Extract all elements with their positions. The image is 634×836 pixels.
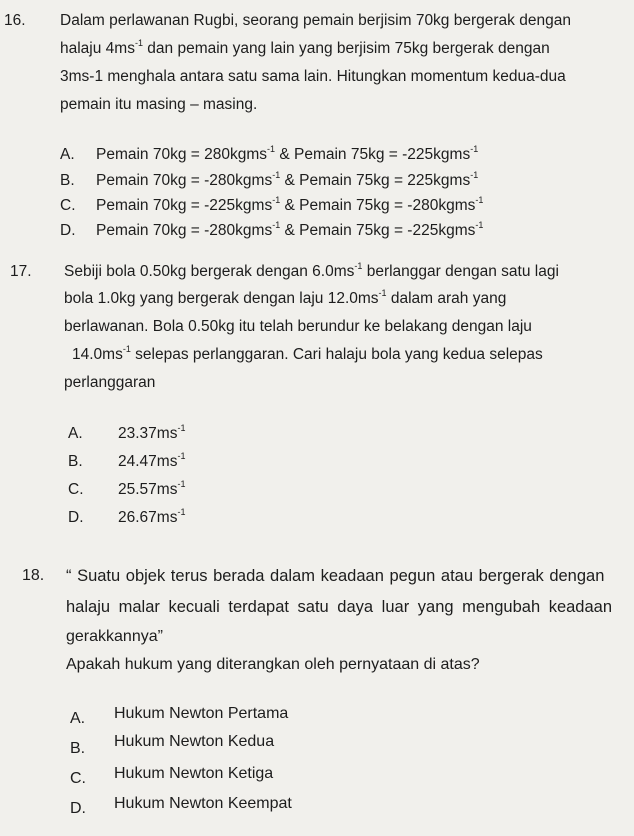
q16-option-c-letter: C. (60, 197, 76, 214)
q18-option-a: Hukum Newton Pertama (114, 705, 289, 722)
q18-option-b-letter: B. (70, 740, 86, 757)
q17-option-d: $26.67ms^{-1}$ (118, 507, 186, 526)
q18-option-c-letter: C. (70, 770, 86, 787)
q16-line-3: 3ms-1 menghala antara satu sama lain. Hitungkan momentum kedua-dua (60, 68, 566, 85)
q17-line-5: perlanggaran (64, 374, 156, 391)
q16-line-4: pemain itu masing – masing. (60, 96, 258, 113)
q17-line-3: berlawanan. Bola 0.50kg itu telah berundur ke belakang dengan laju (64, 318, 532, 335)
q17-number: 17. (10, 263, 32, 280)
q16-option-c: Pemain 70kg = -225kgms$^{-1}$ & Pemain 75kg = -280kgms$^{-1}$ (96, 195, 484, 214)
q17-option-a-letter: A. (68, 425, 83, 442)
q18-line-2: halaju malar kecuali terdapat satu daya luar yang mengubah keadaan (66, 598, 613, 616)
q17-option-c-letter: C. (68, 481, 84, 498)
q17-option-a: $23.37ms^{-1}$ (118, 423, 186, 442)
q18-number: 18. (22, 567, 45, 584)
q18-option-a-letter: A. (70, 710, 86, 727)
q16-option-b-letter: B. (60, 172, 75, 189)
q18-option-d: Hukum Newton Keempat (114, 795, 292, 812)
q17-option-d-letter: D. (68, 509, 84, 526)
q17-line-2: bola 1.0kg yang bergerak dengan laju $12.0ms^{-1}$ dalam arah yang (64, 288, 507, 307)
q17-option-b-letter: B. (68, 453, 83, 470)
q16-option-a: Pemain 70kg = 280kgms$^{-1}$ & Pemain 75kg = -225kgms$^{-1}$ (96, 144, 479, 163)
q18-line-1: “ Suatu objek terus berada dalam keadaan pegun atau bergerak dengan (66, 567, 605, 585)
q16-line-2: halaju $4ms^{-1}$ dan pemain yang lain yang berjisim 75kg bergerak dengan (60, 38, 550, 57)
q18-option-b: Hukum Newton Kedua (114, 733, 275, 750)
q16-option-b: Pemain 70kg = -280kgms$^{-1}$ & Pemain 75kg = 225kgms$^{-1}$ (96, 170, 479, 189)
q18-line-3: gerakkannya” (66, 628, 163, 645)
q17-option-c: $25.57ms^{-1}$ (118, 479, 186, 498)
q16-line-1: Dalam perlawanan Rugbi, seorang pemain berjisim 70kg bergerak dengan (60, 12, 571, 29)
q18-line-4: Apakah hukum yang diterangkan oleh pernyataan di atas? (66, 656, 480, 673)
q16-option-a-letter: A. (60, 146, 75, 163)
q16-option-d-letter: D. (60, 222, 76, 239)
q17-option-b: $24.47ms^{-1}$ (118, 451, 186, 470)
q16-option-d: Pemain 70kg = -280kgms$^{-1}$ & Pemain 75kg = -225kgms$^{-1}$ (96, 220, 484, 239)
q16-number: 16. (4, 12, 26, 29)
q18-option-c: Hukum Newton Ketiga (114, 765, 274, 782)
q17-line-4: $14.0ms^{-1}$ selepas perlanggaran. Cari halaju bola yang kedua selepas (72, 344, 543, 363)
q18-option-d-letter: D. (70, 800, 86, 817)
q17-line-1: Sebiji bola 0.50kg bergerak dengan $6.0ms^{-1}$ berlanggar dengan satu lagi (64, 261, 559, 280)
